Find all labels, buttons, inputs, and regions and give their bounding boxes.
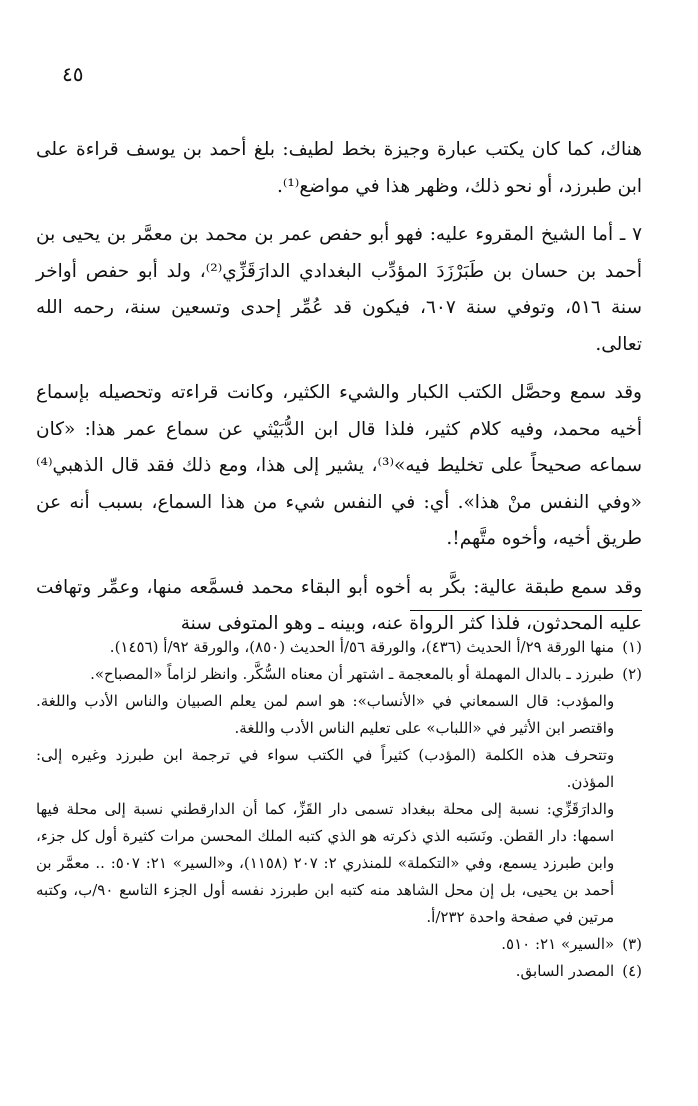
footnote-text: منها الورقة ٢٩/أ الحديث (٤٣٦)، والورقة ٥٦/أ الحديث (٨٥٠)، والورقة ٩٢/أ (١٤٥٦). [109, 638, 615, 656]
footnote [36, 958, 642, 985]
footnote-number: (٤) [622, 962, 642, 980]
footnote [36, 931, 642, 958]
footnote-number: (٣) [622, 935, 642, 953]
footnote-number: (٢) [622, 665, 642, 683]
footnote [36, 634, 642, 661]
paragraph: ٧ ـ أما الشيخ المقروء عليه: فهو أبو حفص عمر بن محمد بن معمَّر بن يحيى بن أحمد بن حسان بن طَبَرْزَدَ المؤدِّب البغدادي الدارَقَزِّي⁽²⁾، ولد أبو حفص أواخر سنة ٥١٦، وتوفي سنة ٦٠٧، فيكون قد عُمِّر إحدى وتسعين سنة، رحمه الله تعالى. [36, 224, 643, 355]
footnote-text: «السير» ٢١: ٥١٠. [501, 935, 615, 953]
footnote-text: المصدر السابق. [515, 962, 615, 980]
main-text [36, 132, 642, 655]
footnote-text: طبرزد ـ بالدال المهملة أو بالمعجمة ـ اشتهر أن معناه السُّكَّر. وانظر لزاماً «المصباح». [90, 665, 615, 683]
footnotes [36, 634, 642, 985]
footnote-text: والمؤدب: قال السمعاني في «الأنساب»: هو اسم لمن يعلم الصبيان والناس الأدب واللغة. واقتصر ابن الأثير في «اللباب» على تعليم الناس الأدب واللغة. [36, 692, 615, 737]
footnote-text: وتتحرف هذه الكلمة (المؤدب) كثيراً في الكتب سواء في ترجمة ابن طبرزد وغيره إلى: المؤذن. [36, 746, 615, 791]
paragraph: هناك، كما كان يكتب عبارة وجيزة بخط لطيف: بلغ أحمد بن يوسف قراءة على ابن طبرزد، أو نحو ذلك، وظهر هذا في مواضع⁽¹⁾. [36, 139, 642, 197]
page-number: ٤٥ [62, 62, 84, 86]
paragraph: وقد سمع طبقة عالية: بكَّر به أخوه أبو البقاء محمد فسمَّعه منها، وعمِّر وتهافت عليه المحدثون، فلذا كثر الرواة عنه، وبينه ـ وهو المتوفى سنة [36, 576, 642, 634]
footnote-separator [410, 610, 642, 611]
footnote-text: والدارَقَزِّي: نسبة إلى محلة ببغداد تسمى دار القَزِّ، كما أن الدارقطني نسبة إلى محلة فيها اسمها: دار القطن. ونَسَبه الذي ذكرته هو الذي كتبه الملك المحسن مرات كثيرة أول كل جزء، وابن طبرزد يسمع، وفي «التكملة» للمنذري ٢: ٢٠٧ (١١٥٨)، و«السير» ٢١: ٥٠٧: .. معمَّر بن أحمد بن يحيى، بل إن محل الشاهد منه كتبه ابن طبرزد نفسه أول الجزء التاسع ٩٠/ب، وكتبه مرتين في صفحة واحدة ٢٣٢/أ. [36, 800, 615, 926]
footnote [36, 661, 642, 931]
footnote-number: (١) [622, 638, 642, 656]
paragraph: وقد سمع وحصَّل الكتب الكبار والشيء الكثير، وكانت قراءته وتحصيله بإسماع أخيه محمد، وفيه كلام كثير، فلذا قال ابن الدُّبَيْثي عن سماع عمر هذا: «كان سماعه صحيحاً على تخليط فيه»⁽³⁾، يشير إلى هذا، ومع ذلك فقد قال الذهبي⁽⁴⁾ «وفي النفس منْ هذا». أي: في النفس شيء من هذا السماع، بسبب أنه عن طريق أخيه، وأخوه متَّهم!. [36, 382, 642, 549]
